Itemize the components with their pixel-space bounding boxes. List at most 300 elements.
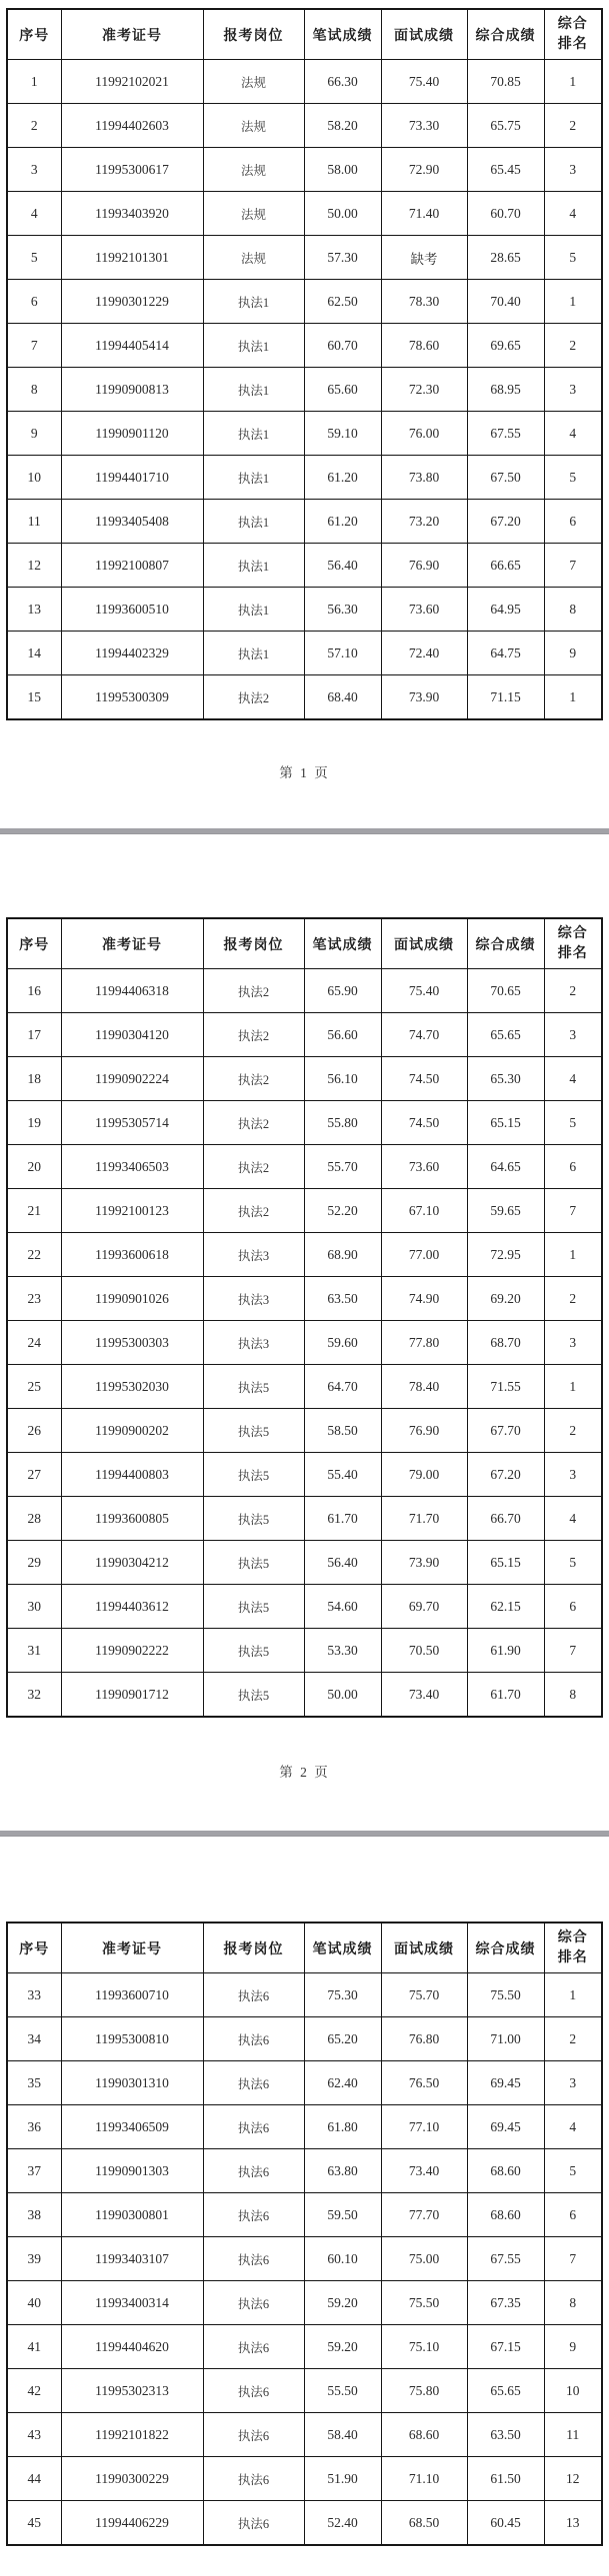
cell-index: 28 xyxy=(7,1497,61,1541)
cell-overall-rank: 4 xyxy=(544,1057,602,1101)
cell-written-score: 57.30 xyxy=(304,236,381,280)
col-position: 报考岗位 xyxy=(203,9,304,60)
table-row xyxy=(7,2193,602,2237)
cell-admission-number: 11992101822 xyxy=(61,2413,203,2457)
cell-interview-score: 71.40 xyxy=(381,192,467,236)
cell-overall-score: 65.15 xyxy=(467,1101,544,1145)
cell-admission-number: 11994405414 xyxy=(61,324,203,368)
cell-overall-score: 75.50 xyxy=(467,1973,544,2017)
cell-interview-score: 71.70 xyxy=(381,1497,467,1541)
col-overall-rank-label: 综合排名 xyxy=(557,1930,588,1965)
cell-overall-rank: 6 xyxy=(544,1145,602,1189)
cell-interview-score: 75.80 xyxy=(381,2369,467,2413)
cell-index: 4 xyxy=(7,192,61,236)
cell-interview-score: 73.40 xyxy=(381,1673,467,1718)
cell-overall-rank: 4 xyxy=(544,412,602,456)
table-row xyxy=(7,1497,602,1541)
cell-written-score: 55.80 xyxy=(304,1101,381,1145)
table-row xyxy=(7,2105,602,2149)
cell-index: 25 xyxy=(7,1365,61,1409)
cell-written-score: 62.50 xyxy=(304,280,381,324)
cell-overall-rank: 9 xyxy=(544,632,602,675)
cell-position: 执法3 xyxy=(203,1277,304,1321)
cell-position: 执法5 xyxy=(203,1497,304,1541)
cell-overall-score: 62.15 xyxy=(467,1585,544,1629)
document-page-3 xyxy=(0,1837,609,2546)
col-overall-score: 综合成绩 xyxy=(467,9,544,60)
table-row xyxy=(7,412,602,456)
cell-interview-score: 73.90 xyxy=(381,675,467,720)
cell-overall-rank: 5 xyxy=(544,1541,602,1585)
cell-interview-score: 76.80 xyxy=(381,2017,467,2061)
table-row xyxy=(7,2325,602,2369)
cell-interview-score: 75.10 xyxy=(381,2325,467,2369)
cell-overall-rank: 8 xyxy=(544,2281,602,2325)
cell-overall-rank: 5 xyxy=(544,2149,602,2193)
cell-admission-number: 11993600510 xyxy=(61,588,203,632)
cell-index: 36 xyxy=(7,2105,61,2149)
cell-position: 执法5 xyxy=(203,1585,304,1629)
cell-interview-score: 76.50 xyxy=(381,2061,467,2105)
col-overall-rank xyxy=(544,9,602,60)
cell-interview-score: 77.00 xyxy=(381,1233,467,1277)
cell-overall-score: 66.70 xyxy=(467,1497,544,1541)
cell-index: 2 xyxy=(7,104,61,148)
cell-written-score: 59.50 xyxy=(304,2193,381,2237)
table-row xyxy=(7,1585,602,1629)
cell-overall-rank: 4 xyxy=(544,1497,602,1541)
cell-overall-rank: 1 xyxy=(544,60,602,104)
cell-overall-score: 68.60 xyxy=(467,2149,544,2193)
cell-index: 5 xyxy=(7,236,61,280)
cell-admission-number: 11995300810 xyxy=(61,2017,203,2061)
cell-index: 18 xyxy=(7,1057,61,1101)
cell-interview-score: 74.70 xyxy=(381,1013,467,1057)
cell-overall-score: 28.65 xyxy=(467,236,544,280)
col-admission-number: 准考证号 xyxy=(61,9,203,60)
cell-overall-rank: 2 xyxy=(544,104,602,148)
cell-overall-score: 59.65 xyxy=(467,1189,544,1233)
cell-overall-rank: 8 xyxy=(544,1673,602,1718)
cell-position: 执法6 xyxy=(203,2017,304,2061)
cell-overall-rank: 2 xyxy=(544,969,602,1013)
cell-written-score: 56.10 xyxy=(304,1057,381,1101)
cell-overall-score: 69.65 xyxy=(467,324,544,368)
col-admission-number: 准考证号 xyxy=(61,1923,203,1973)
cell-written-score: 61.80 xyxy=(304,2105,381,2149)
cell-admission-number: 11993403107 xyxy=(61,2237,203,2281)
cell-admission-number: 11995300617 xyxy=(61,148,203,192)
cell-overall-score: 67.50 xyxy=(467,456,544,500)
cell-index: 12 xyxy=(7,544,61,588)
col-index: 序号 xyxy=(7,9,61,60)
cell-position: 法规 xyxy=(203,236,304,280)
cell-written-score: 53.30 xyxy=(304,1629,381,1673)
cell-overall-rank: 1 xyxy=(544,675,602,720)
cell-index: 24 xyxy=(7,1321,61,1365)
col-written-score: 笔试成绩 xyxy=(304,9,381,60)
table-row xyxy=(7,2061,602,2105)
cell-written-score: 62.40 xyxy=(304,2061,381,2105)
cell-written-score: 65.90 xyxy=(304,969,381,1013)
cell-position: 执法6 xyxy=(203,2281,304,2325)
cell-overall-score: 67.70 xyxy=(467,1409,544,1453)
cell-index: 21 xyxy=(7,1189,61,1233)
cell-overall-rank: 5 xyxy=(544,456,602,500)
cell-admission-number: 11994401710 xyxy=(61,456,203,500)
cell-overall-score: 65.30 xyxy=(467,1057,544,1101)
cell-written-score: 65.20 xyxy=(304,2017,381,2061)
table-row xyxy=(7,1277,602,1321)
cell-position: 法规 xyxy=(203,104,304,148)
cell-index: 16 xyxy=(7,969,61,1013)
cell-written-score: 63.50 xyxy=(304,1277,381,1321)
cell-overall-score: 69.45 xyxy=(467,2061,544,2105)
cell-index: 17 xyxy=(7,1013,61,1057)
cell-overall-rank: 3 xyxy=(544,1453,602,1497)
cell-index: 26 xyxy=(7,1409,61,1453)
cell-admission-number: 11994403612 xyxy=(61,1585,203,1629)
cell-interview-score: 75.70 xyxy=(381,1973,467,2017)
cell-overall-rank: 1 xyxy=(544,280,602,324)
table-row xyxy=(7,2501,602,2546)
cell-index: 13 xyxy=(7,588,61,632)
cell-position: 执法1 xyxy=(203,324,304,368)
cell-index: 1 xyxy=(7,60,61,104)
cell-overall-score: 60.45 xyxy=(467,2501,544,2546)
cell-written-score: 59.20 xyxy=(304,2281,381,2325)
table-body xyxy=(7,1973,602,2546)
cell-admission-number: 11994406318 xyxy=(61,969,203,1013)
results-table xyxy=(6,8,603,720)
table-row xyxy=(7,2413,602,2457)
cell-overall-score: 70.40 xyxy=(467,280,544,324)
table-row xyxy=(7,2149,602,2193)
cell-index: 37 xyxy=(7,2149,61,2193)
cell-interview-score: 79.00 xyxy=(381,1453,467,1497)
col-admission-number: 准考证号 xyxy=(61,918,203,969)
cell-position: 执法6 xyxy=(203,2237,304,2281)
cell-overall-rank: 7 xyxy=(544,1629,602,1673)
cell-index: 14 xyxy=(7,632,61,675)
cell-overall-rank: 12 xyxy=(544,2457,602,2501)
col-index: 序号 xyxy=(7,1923,61,1973)
cell-written-score: 58.40 xyxy=(304,2413,381,2457)
cell-overall-rank: 11 xyxy=(544,2413,602,2457)
cell-interview-score: 71.10 xyxy=(381,2457,467,2501)
table-row xyxy=(7,1453,602,1497)
table-header xyxy=(7,918,602,969)
cell-overall-score: 67.15 xyxy=(467,2325,544,2369)
cell-interview-score: 73.90 xyxy=(381,1541,467,1585)
col-interview-score: 面试成绩 xyxy=(381,1923,467,1973)
cell-position: 执法6 xyxy=(203,1973,304,2017)
cell-admission-number: 11994404620 xyxy=(61,2325,203,2369)
cell-index: 27 xyxy=(7,1453,61,1497)
cell-interview-score: 77.80 xyxy=(381,1321,467,1365)
cell-index: 32 xyxy=(7,1673,61,1718)
cell-index: 8 xyxy=(7,368,61,412)
cell-written-score: 68.40 xyxy=(304,675,381,720)
cell-overall-rank: 7 xyxy=(544,2237,602,2281)
cell-overall-rank: 1 xyxy=(544,1365,602,1409)
table-row xyxy=(7,632,602,675)
cell-overall-score: 68.95 xyxy=(467,368,544,412)
table-row xyxy=(7,969,602,1013)
cell-admission-number: 11995300303 xyxy=(61,1321,203,1365)
table-row xyxy=(7,544,602,588)
cell-interview-score: 77.10 xyxy=(381,2105,467,2149)
document-page-2 xyxy=(0,834,609,1782)
cell-admission-number: 11990901026 xyxy=(61,1277,203,1321)
cell-interview-score: 69.70 xyxy=(381,1585,467,1629)
cell-position: 法规 xyxy=(203,60,304,104)
cell-overall-rank: 2 xyxy=(544,1277,602,1321)
cell-admission-number: 11990902222 xyxy=(61,1629,203,1673)
cell-interview-score: 78.60 xyxy=(381,324,467,368)
cell-written-score: 60.70 xyxy=(304,324,381,368)
cell-written-score: 50.00 xyxy=(304,1673,381,1718)
col-index: 序号 xyxy=(7,918,61,969)
cell-overall-rank: 8 xyxy=(544,588,602,632)
cell-admission-number: 11993406509 xyxy=(61,2105,203,2149)
cell-position: 执法6 xyxy=(203,2105,304,2149)
cell-admission-number: 11993600805 xyxy=(61,1497,203,1541)
cell-admission-number: 11994400803 xyxy=(61,1453,203,1497)
cell-index: 45 xyxy=(7,2501,61,2546)
cell-position: 执法1 xyxy=(203,544,304,588)
cell-overall-score: 61.90 xyxy=(467,1629,544,1673)
cell-admission-number: 11995302313 xyxy=(61,2369,203,2413)
cell-admission-number: 11990301310 xyxy=(61,2061,203,2105)
cell-admission-number: 11992100807 xyxy=(61,544,203,588)
cell-overall-score: 69.20 xyxy=(467,1277,544,1321)
cell-interview-score: 72.90 xyxy=(381,148,467,192)
table-row xyxy=(7,2237,602,2281)
cell-position: 执法5 xyxy=(203,1409,304,1453)
cell-position: 执法6 xyxy=(203,2457,304,2501)
cell-interview-score: 74.50 xyxy=(381,1057,467,1101)
col-overall-rank-label: 综合排名 xyxy=(557,16,588,52)
col-overall-rank-label: 综合排名 xyxy=(557,925,588,961)
cell-overall-rank: 6 xyxy=(544,500,602,544)
cell-index: 10 xyxy=(7,456,61,500)
cell-written-score: 66.30 xyxy=(304,60,381,104)
cell-index: 15 xyxy=(7,675,61,720)
table-row xyxy=(7,2017,602,2061)
cell-position: 执法3 xyxy=(203,1321,304,1365)
cell-admission-number: 11993405408 xyxy=(61,500,203,544)
cell-overall-score: 61.50 xyxy=(467,2457,544,2501)
table-row xyxy=(7,2369,602,2413)
cell-overall-rank: 10 xyxy=(544,2369,602,2413)
cell-interview-score: 73.30 xyxy=(381,104,467,148)
table-row xyxy=(7,236,602,280)
cell-overall-rank: 5 xyxy=(544,1101,602,1145)
cell-overall-rank: 1 xyxy=(544,1233,602,1277)
cell-position: 执法5 xyxy=(203,1453,304,1497)
cell-overall-rank: 3 xyxy=(544,1013,602,1057)
table-row xyxy=(7,1101,602,1145)
col-overall-rank xyxy=(544,1923,602,1973)
cell-written-score: 59.60 xyxy=(304,1321,381,1365)
cell-written-score: 56.30 xyxy=(304,588,381,632)
cell-interview-score: 76.90 xyxy=(381,544,467,588)
cell-written-score: 61.20 xyxy=(304,500,381,544)
cell-written-score: 63.80 xyxy=(304,2149,381,2193)
table-row xyxy=(7,1057,602,1101)
table-row xyxy=(7,104,602,148)
cell-index: 9 xyxy=(7,412,61,456)
table-row xyxy=(7,324,602,368)
cell-written-score: 56.60 xyxy=(304,1013,381,1057)
cell-index: 33 xyxy=(7,1973,61,2017)
cell-overall-rank: 5 xyxy=(544,236,602,280)
table-row xyxy=(7,1233,602,1277)
cell-position: 执法3 xyxy=(203,1233,304,1277)
cell-overall-score: 65.75 xyxy=(467,104,544,148)
cell-interview-score: 67.10 xyxy=(381,1189,467,1233)
table-row xyxy=(7,1013,602,1057)
cell-interview-score: 73.60 xyxy=(381,588,467,632)
cell-overall-score: 70.85 xyxy=(467,60,544,104)
table-row xyxy=(7,60,602,104)
cell-overall-score: 60.70 xyxy=(467,192,544,236)
cell-written-score: 56.40 xyxy=(304,1541,381,1585)
cell-position: 执法1 xyxy=(203,588,304,632)
cell-written-score: 65.60 xyxy=(304,368,381,412)
cell-overall-score: 67.55 xyxy=(467,2237,544,2281)
cell-index: 34 xyxy=(7,2017,61,2061)
cell-overall-score: 71.15 xyxy=(467,675,544,720)
cell-admission-number: 11990901120 xyxy=(61,412,203,456)
table-row xyxy=(7,2457,602,2501)
cell-index: 42 xyxy=(7,2369,61,2413)
cell-index: 38 xyxy=(7,2193,61,2237)
col-written-score: 笔试成绩 xyxy=(304,918,381,969)
col-overall-rank xyxy=(544,918,602,969)
cell-overall-score: 64.65 xyxy=(467,1145,544,1189)
cell-position: 执法2 xyxy=(203,969,304,1013)
cell-admission-number: 11992101301 xyxy=(61,236,203,280)
cell-written-score: 59.10 xyxy=(304,412,381,456)
table-row xyxy=(7,368,602,412)
cell-overall-score: 67.55 xyxy=(467,412,544,456)
cell-index: 31 xyxy=(7,1629,61,1673)
cell-position: 执法6 xyxy=(203,2325,304,2369)
cell-position: 执法2 xyxy=(203,1101,304,1145)
cell-admission-number: 11995300309 xyxy=(61,675,203,720)
cell-admission-number: 11995302030 xyxy=(61,1365,203,1409)
cell-written-score: 50.00 xyxy=(304,192,381,236)
table-body xyxy=(7,60,602,720)
cell-position: 执法6 xyxy=(203,2369,304,2413)
cell-overall-rank: 7 xyxy=(544,544,602,588)
cell-overall-rank: 2 xyxy=(544,2017,602,2061)
cell-written-score: 64.70 xyxy=(304,1365,381,1409)
cell-overall-score: 71.00 xyxy=(467,2017,544,2061)
cell-interview-score: 76.90 xyxy=(381,1409,467,1453)
cell-position: 执法1 xyxy=(203,280,304,324)
table-row xyxy=(7,1145,602,1189)
table-row xyxy=(7,588,602,632)
cell-overall-rank: 9 xyxy=(544,2325,602,2369)
cell-interview-score: 74.90 xyxy=(381,1277,467,1321)
cell-interview-score: 78.40 xyxy=(381,1365,467,1409)
cell-interview-score: 74.50 xyxy=(381,1101,467,1145)
cell-admission-number: 11990304212 xyxy=(61,1541,203,1585)
table-row xyxy=(7,675,602,720)
cell-written-score: 52.40 xyxy=(304,2501,381,2546)
table-row xyxy=(7,1321,602,1365)
cell-position: 执法5 xyxy=(203,1365,304,1409)
cell-interview-score: 68.60 xyxy=(381,2413,467,2457)
cell-index: 35 xyxy=(7,2061,61,2105)
cell-admission-number: 11994406229 xyxy=(61,2501,203,2546)
col-interview-score: 面试成绩 xyxy=(381,9,467,60)
cell-overall-score: 66.65 xyxy=(467,544,544,588)
cell-admission-number: 11992100123 xyxy=(61,1189,203,1233)
cell-interview-score: 77.70 xyxy=(381,2193,467,2237)
cell-overall-rank: 3 xyxy=(544,148,602,192)
table-row xyxy=(7,192,602,236)
cell-overall-rank: 3 xyxy=(544,2061,602,2105)
cell-overall-rank: 4 xyxy=(544,192,602,236)
col-interview-score: 面试成绩 xyxy=(381,918,467,969)
cell-position: 执法5 xyxy=(203,1629,304,1673)
cell-written-score: 51.90 xyxy=(304,2457,381,2501)
cell-written-score: 55.70 xyxy=(304,1145,381,1189)
cell-index: 3 xyxy=(7,148,61,192)
cell-interview-score: 72.30 xyxy=(381,368,467,412)
cell-overall-score: 65.15 xyxy=(467,1541,544,1585)
table-row xyxy=(7,1973,602,2017)
header-row xyxy=(7,9,602,60)
cell-written-score: 68.90 xyxy=(304,1233,381,1277)
cell-interview-score: 70.50 xyxy=(381,1629,467,1673)
results-table xyxy=(6,917,603,1718)
table-row xyxy=(7,500,602,544)
cell-admission-number: 11993403920 xyxy=(61,192,203,236)
table-row xyxy=(7,1673,602,1718)
cell-written-score: 55.50 xyxy=(304,2369,381,2413)
cell-overall-rank: 2 xyxy=(544,1409,602,1453)
page-number-footer: 第 1 页 xyxy=(279,765,330,780)
cell-index: 11 xyxy=(7,500,61,544)
cell-overall-rank: 13 xyxy=(544,2501,602,2546)
cell-overall-score: 71.55 xyxy=(467,1365,544,1409)
cell-overall-score: 61.70 xyxy=(467,1673,544,1718)
cell-overall-score: 65.65 xyxy=(467,2369,544,2413)
header-row xyxy=(7,1923,602,1973)
table-row xyxy=(7,1365,602,1409)
cell-interview-score: 73.80 xyxy=(381,456,467,500)
cell-position: 执法2 xyxy=(203,1013,304,1057)
table-row xyxy=(7,1409,602,1453)
cell-interview-score: 78.30 xyxy=(381,280,467,324)
table-header xyxy=(7,1923,602,1973)
cell-interview-score: 72.40 xyxy=(381,632,467,675)
cell-admission-number: 11990300229 xyxy=(61,2457,203,2501)
cell-interview-score: 73.20 xyxy=(381,500,467,544)
cell-position: 执法2 xyxy=(203,675,304,720)
cell-written-score: 58.00 xyxy=(304,148,381,192)
cell-overall-score: 70.65 xyxy=(467,969,544,1013)
cell-admission-number: 11990300801 xyxy=(61,2193,203,2237)
col-overall-score: 综合成绩 xyxy=(467,918,544,969)
cell-position: 执法1 xyxy=(203,632,304,675)
cell-overall-rank: 3 xyxy=(544,368,602,412)
